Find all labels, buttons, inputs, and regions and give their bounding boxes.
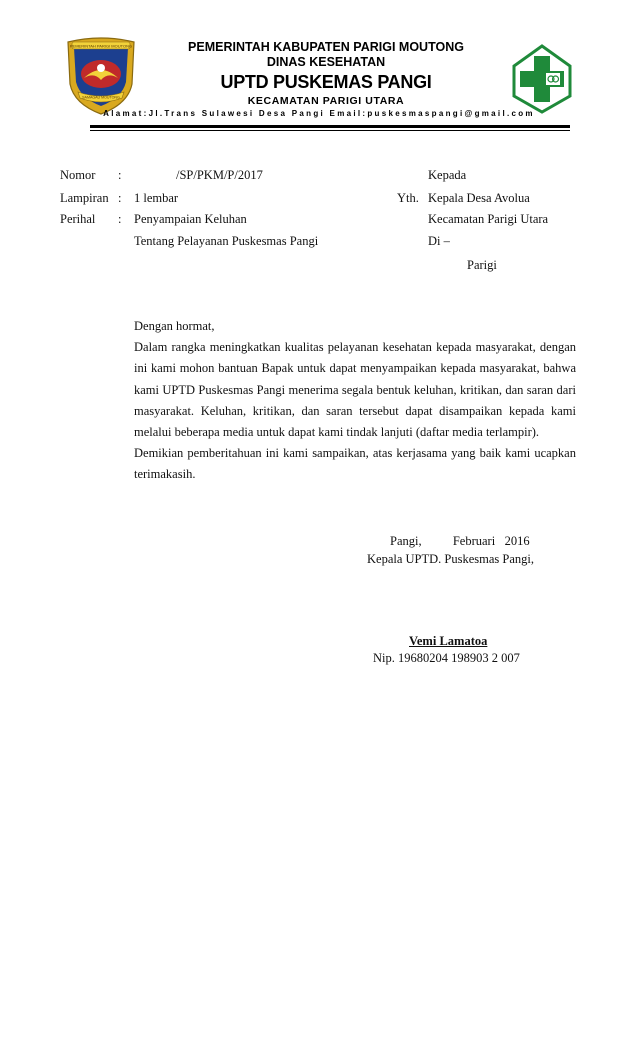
address-line: Alamat:Jl.Trans Sulawesi Desa Pangi Email:puskesmaspangi@gmail.com — [103, 109, 535, 118]
recipient-district: Kecamatan Parigi Utara — [428, 212, 549, 226]
signature-place-date: Pangi, Februari 2016 — [390, 534, 530, 548]
recipient-place: Parigi — [467, 258, 497, 272]
lampiran-label: Lampiran — [60, 191, 109, 205]
letterhead-line-district: KECAMATAN PARIGI UTARA — [247, 95, 405, 107]
letterhead-line-institution: UPTD PUSKEMAS PANGI — [220, 72, 432, 92]
health-cross-logo — [512, 44, 572, 114]
logo-banner-text: PEMERINTAH PARIGI MOUTONG — [69, 43, 133, 49]
nomor-label: Nomor — [60, 168, 96, 182]
letterhead-line-department: DINAS KESEHATAN — [266, 55, 386, 69]
header-rule-thick — [90, 125, 570, 128]
nomor-value: /SP/PKM/P/2017 — [176, 168, 263, 182]
recipient-di: Di – — [428, 234, 450, 248]
lampiran-colon: : — [118, 191, 122, 205]
regency-emblem-logo — [62, 34, 140, 116]
letter-body — [134, 316, 576, 486]
lampiran-value: 1 lembar — [134, 191, 179, 205]
logo-motto-text: SAMAGAU MOUTONG — [82, 95, 120, 100]
header-rule-thin — [90, 130, 570, 131]
nomor-colon: : — [118, 168, 122, 182]
body-paragraph-1: Dalam rangka meningkatkan kualitas pelayanan kesehatan kepada masyarakat, dengan ini kami mohon bantuan Bapak untuk dapat menyampaikan kepada masyarakat, bahwa kami UPTD Puskesmas Pangi menerima segala bentuk keluhan, kritikan, dan saran dari masyarakat. Keluhan, kritikan, dan saran tersebut dapat disampaikan kepada kami melalui beberapa media untuk dapat kami tindak lanjuti (daftar media terlampir). — [134, 340, 576, 440]
recipient-yth: Yth. — [397, 191, 419, 205]
body-paragraph-2: Demikian pemberitahuan ini kami sampaikan, atas kerjasama yang baik kami ucapkan terimakasih. — [134, 446, 576, 482]
perihal-colon: : — [118, 212, 122, 226]
recipient-kepada: Kepada — [428, 168, 467, 182]
recipient-name: Kepala Desa Avolua — [428, 191, 530, 205]
signature-title: Kepala UPTD. Puskesmas Pangi, — [367, 552, 534, 566]
perihal-value-line1: Penyampaian Keluhan — [134, 212, 247, 226]
letterhead-line-government: PEMERINTAH KABUPATEN PARIGI MOUTONG — [188, 40, 464, 54]
signature-name: Vemi Lamatoa — [409, 634, 488, 648]
perihal-label: Perihal — [60, 212, 96, 226]
signature-nip: Nip. 19680204 198903 2 007 — [373, 651, 520, 665]
greeting: Dengan hormat, — [134, 319, 215, 333]
perihal-value-line2: Tentang Pelayanan Puskesmas Pangi — [134, 234, 319, 248]
letterhead — [140, 40, 512, 108]
